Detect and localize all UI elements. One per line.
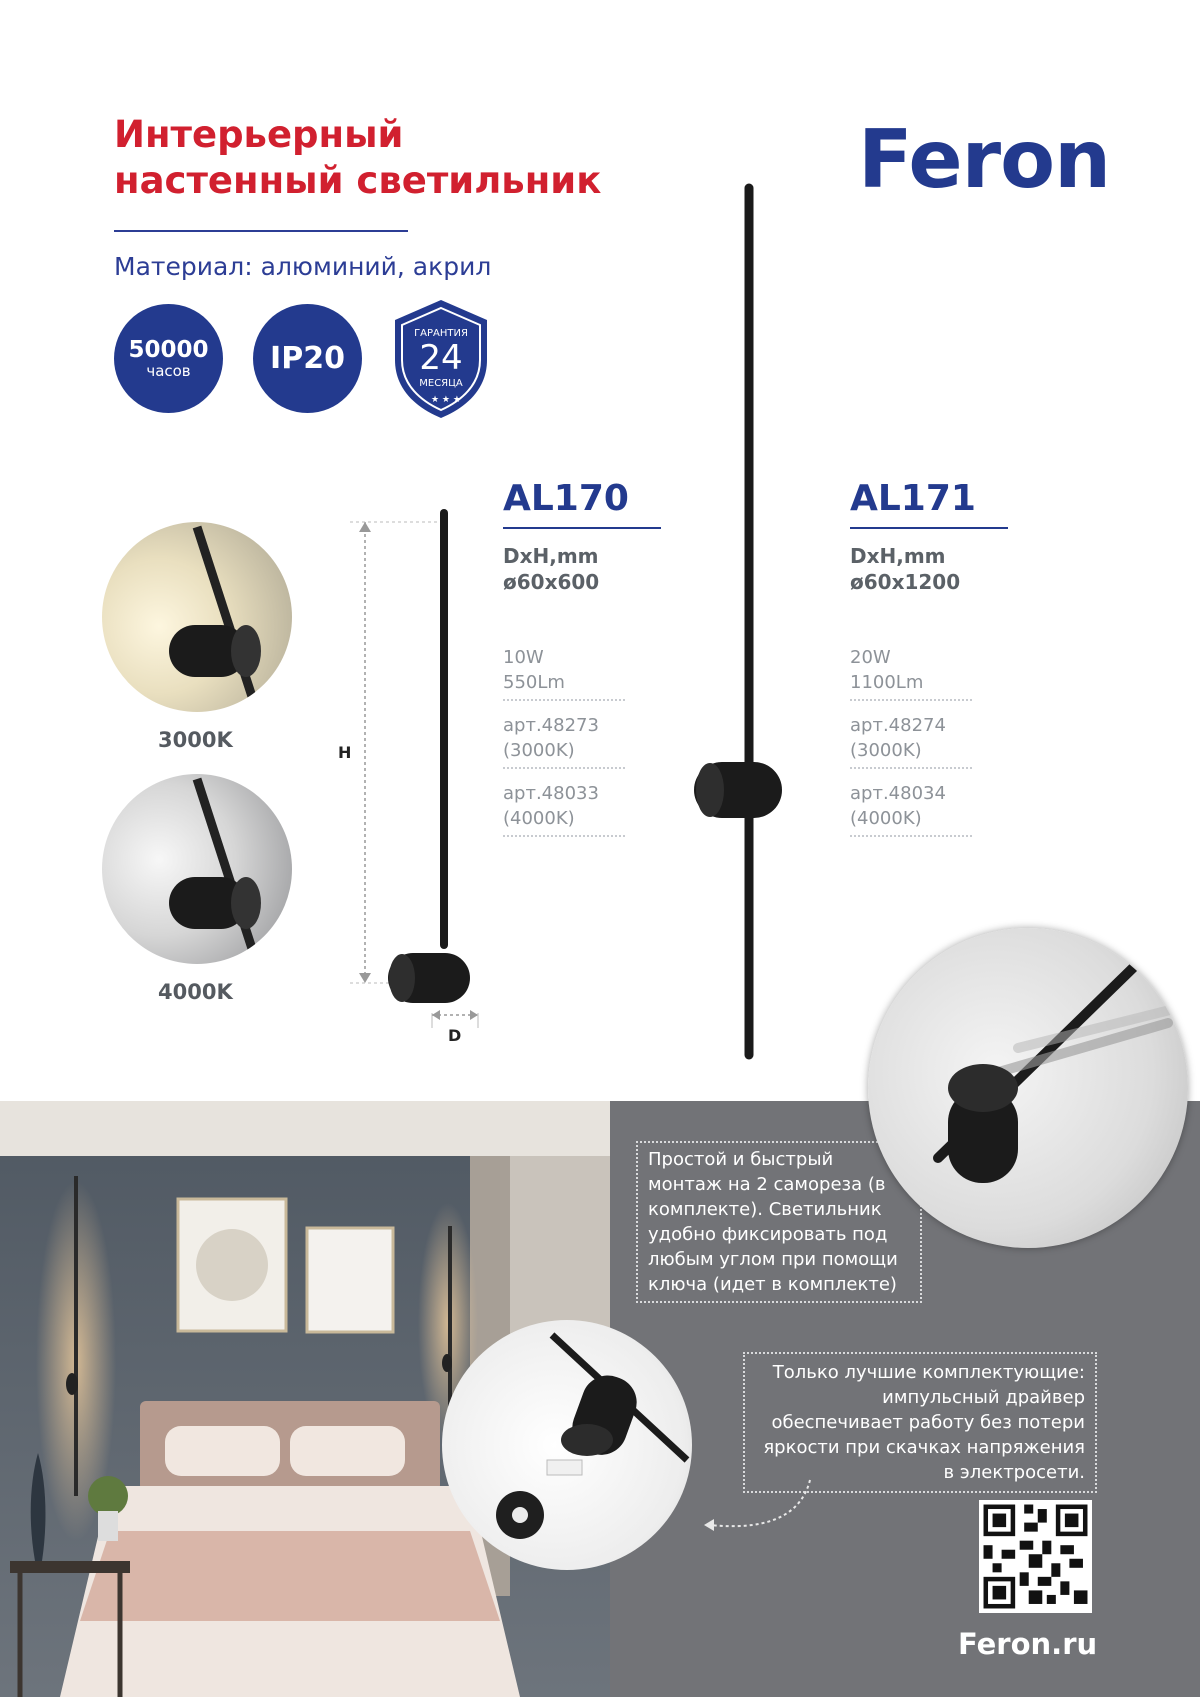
al171-product-drawing — [690, 180, 790, 1070]
al171-spec-block — [850, 478, 1008, 837]
al170-spec-block — [503, 478, 661, 837]
al170-dimension-label: DxH,mm — [503, 544, 599, 568]
al170-divider — [503, 527, 661, 529]
svg-text:★ ★ ★: ★ ★ ★ — [431, 395, 461, 405]
qr-code-icon — [979, 1500, 1092, 1613]
lamp-rotation-icon — [868, 928, 1188, 1248]
al170-dimension-value: ø60x600 — [503, 570, 600, 594]
warranty-badge — [391, 298, 491, 420]
warranty-label-bottom: МЕСЯЦА — [419, 378, 463, 389]
depth-dimension-label: D — [448, 1026, 462, 1045]
al170-art-3000-temp: (3000K) — [503, 740, 575, 761]
al171-divider — [850, 527, 1008, 529]
al171-art-3000: арт.48274 — [850, 715, 946, 736]
ip-rating-badge: IP20 — [253, 304, 362, 413]
al170-dimension-drawing — [340, 505, 490, 1045]
height-dimension-label: H — [338, 743, 352, 762]
warm-temp-label: 3000K — [158, 728, 233, 752]
warranty-label-top: ГАРАНТИЯ — [414, 328, 468, 339]
cool-light-photo — [102, 774, 292, 964]
driver-closeup-photo — [442, 1320, 692, 1570]
angle-adjust-photo — [868, 928, 1188, 1248]
al171-model-name: AL171 — [850, 478, 976, 519]
qr-code[interactable] — [979, 1500, 1092, 1613]
lamp-closeup-icon — [102, 522, 292, 712]
al170-power-block — [503, 645, 625, 701]
al170-model-name: AL170 — [503, 478, 629, 519]
cool-temp-label: 4000K — [158, 980, 233, 1004]
al171-power-block — [850, 645, 972, 701]
al171-art-3000-temp: (3000K) — [850, 740, 922, 761]
mounting-info-text: Простой и быстрый монтаж на 2 самореза (в комплекте). Светильник удобно фиксировать под любым углом при помощи ключа (идет в комплекте) — [648, 1149, 898, 1295]
al171-lumen: 1100Lm — [850, 672, 924, 693]
lifetime-badge — [114, 304, 223, 413]
al171-dimension-label: DxH,mm — [850, 544, 946, 568]
page-title — [114, 112, 674, 204]
al170-art-4000: арт.48033 — [503, 783, 599, 804]
al171-art-4000: арт.48034 — [850, 783, 946, 804]
al170-power: 10W — [503, 647, 544, 668]
material-text: Материал: алюминий, акрил — [114, 252, 492, 281]
pointer-arrow-icon — [700, 1475, 820, 1545]
lifetime-value: 50000 — [128, 336, 209, 363]
title-line-2: настенный светильник — [114, 159, 602, 202]
lifetime-unit: часов — [146, 361, 191, 380]
mounting-info-box — [636, 1141, 922, 1303]
driver-info-text: Только лучшие комплектующие: импульсный драйвер обеспечивает работу без потери яркости при скачках напряжения в электросети. — [763, 1362, 1085, 1483]
title-divider — [114, 230, 408, 232]
al171-art-4000-temp: (4000K) — [850, 808, 922, 829]
al170-art-3000: арт.48273 — [503, 715, 599, 736]
title-line-1: Интерьерный — [114, 113, 404, 156]
al170-art-3000-block — [503, 713, 625, 769]
al171-power: 20W — [850, 647, 891, 668]
al171-art-3000-block — [850, 713, 972, 769]
lamp-mount-icon — [442, 1320, 692, 1570]
al171-dimension-value: ø60x1200 — [850, 570, 961, 594]
website-link[interactable]: Feron.ru — [958, 1627, 1098, 1661]
lamp-closeup-icon — [102, 774, 292, 964]
driver-info-box — [743, 1352, 1097, 1493]
al170-art-4000-temp: (4000K) — [503, 808, 575, 829]
warranty-number: 24 — [419, 338, 463, 378]
al171-art-4000-block — [850, 781, 972, 837]
al170-lumen: 550Lm — [503, 672, 565, 693]
warm-light-photo — [102, 522, 292, 712]
al170-art-4000-block — [503, 781, 625, 837]
feron-logo: Feron — [858, 113, 1111, 206]
